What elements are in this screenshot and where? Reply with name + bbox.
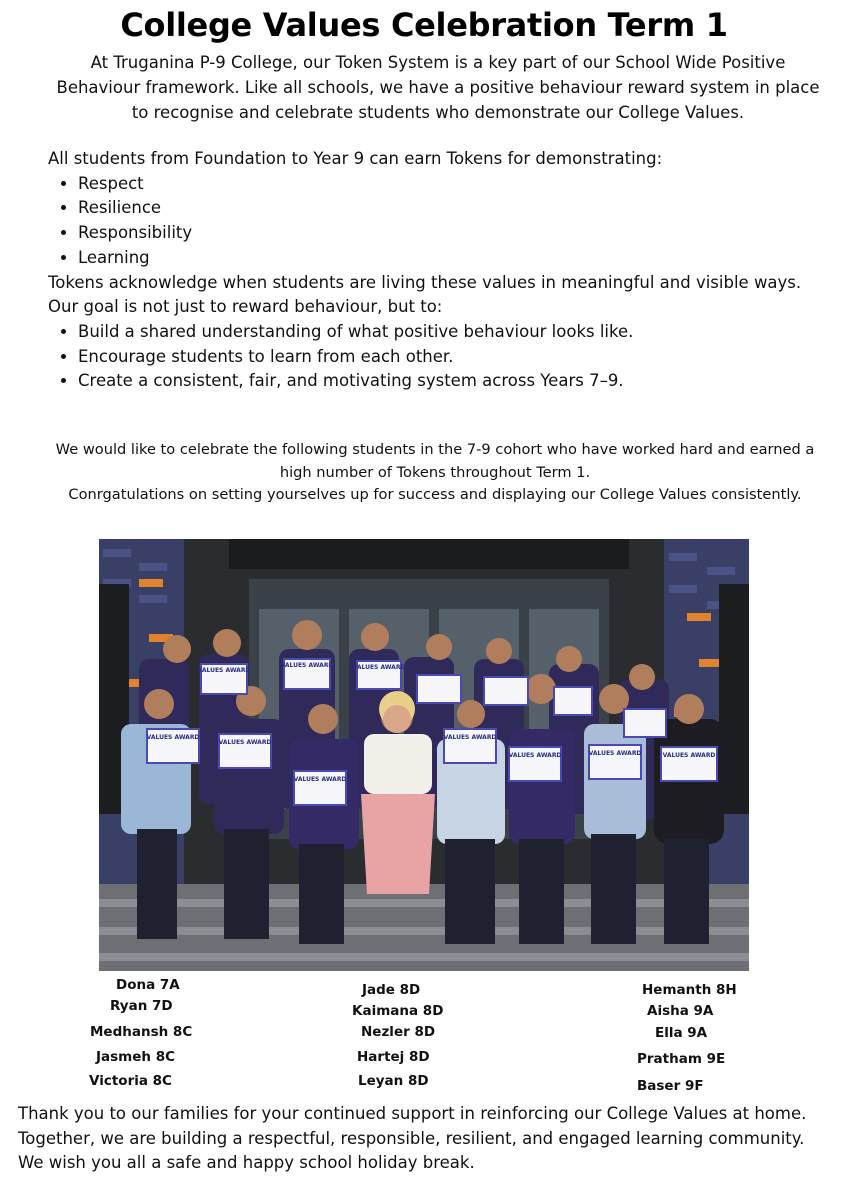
list-item: • Encourage students to learn from each other. [78, 345, 828, 370]
student-name: Aisha 9A [647, 1003, 714, 1019]
list-item: • Resilience [78, 196, 828, 221]
student-name: Ryan 7D [110, 998, 173, 1014]
student-name: Baser 9F [637, 1078, 704, 1094]
certificate-label: VALUES AWARD [662, 752, 716, 759]
goals-list [48, 320, 828, 394]
certificate-label: VALUES AWARD [146, 734, 200, 741]
certificate-label: VALUES AWARD [352, 664, 406, 671]
tokens-text: Tokens acknowledge when students are living these values in meaningful and visible ways. [48, 272, 802, 292]
congratulations-text: Conrgatulations on setting yourselves up for success and displaying our College Values consistently. [68, 486, 802, 503]
student-name: Nezler 8D [361, 1024, 436, 1040]
student-name: Hartej 8D [357, 1049, 430, 1065]
values-list [48, 172, 828, 271]
student-name: Hemanth 8H [642, 982, 737, 998]
certificate-label: VALUES AWARD [197, 667, 251, 674]
student-name: Pratham 9E [637, 1051, 726, 1067]
goal-intro: Our goal is not just to reward behaviour, but to: [48, 297, 443, 317]
student-name: Victoria 8C [89, 1073, 172, 1089]
student-name: Medhansh 8C [90, 1024, 193, 1040]
footer-line: Together, we are building a respectful, responsible, resilient, and engaged learning community. [18, 1128, 805, 1148]
list-item: • Responsibility [78, 221, 828, 246]
values-intro: All students from Foundation to Year 9 can earn Tokens for demonstrating: [48, 149, 663, 168]
list-item: • Learning [78, 246, 828, 271]
group-photo-illustration [99, 539, 749, 971]
group-photo [99, 539, 749, 971]
certificate-label: VALUES AWARD [280, 662, 334, 669]
footer-line: We wish you all a safe and happy school holiday break. [18, 1153, 475, 1172]
list-item: • Respect [78, 172, 828, 197]
list-item: • Build a shared understanding of what positive behaviour looks like. [78, 320, 828, 345]
student-name: Kaimana 8D [352, 1003, 444, 1019]
intro-paragraph: At Truganina P-9 College, our Token System is a key part of our School Wide Positive Behaviour framework. Like all schools, we have a positive behaviour reward system in place to recognise and celebrate students who demonstrate our College Values. [56, 53, 820, 122]
student-name: Jade 8D [362, 982, 421, 998]
student-name: Ella 9A [655, 1025, 708, 1041]
student-name: Dona 7A [116, 977, 180, 993]
certificate-label: VALUES AWARD [293, 776, 347, 783]
student-name: Jasmeh 8C [96, 1049, 176, 1065]
footer-message [18, 1102, 838, 1176]
certificate-label: VALUES AWARD [508, 752, 562, 759]
page-title: College Values Celebration Term 1 [120, 6, 728, 44]
celebrate-section [40, 439, 830, 507]
list-item: • Create a consistent, fair, and motivating system across Years 7–9. [78, 369, 828, 394]
footer-line: Thank you to our families for your continued support in reinforcing our College Values at home. [18, 1104, 807, 1123]
celebrate-text: We would like to celebrate the following students in the 7-9 cohort who have worked hard and earned a high number of Tokens throughout Term 1. [55, 441, 815, 481]
certificate-label: VALUES AWARD [443, 734, 497, 741]
student-name: Leyan 8D [358, 1073, 429, 1089]
certificate-label: VALUES AWARD [588, 750, 642, 757]
values-section [48, 147, 828, 394]
certificate-label: VALUES AWARD [218, 739, 272, 746]
